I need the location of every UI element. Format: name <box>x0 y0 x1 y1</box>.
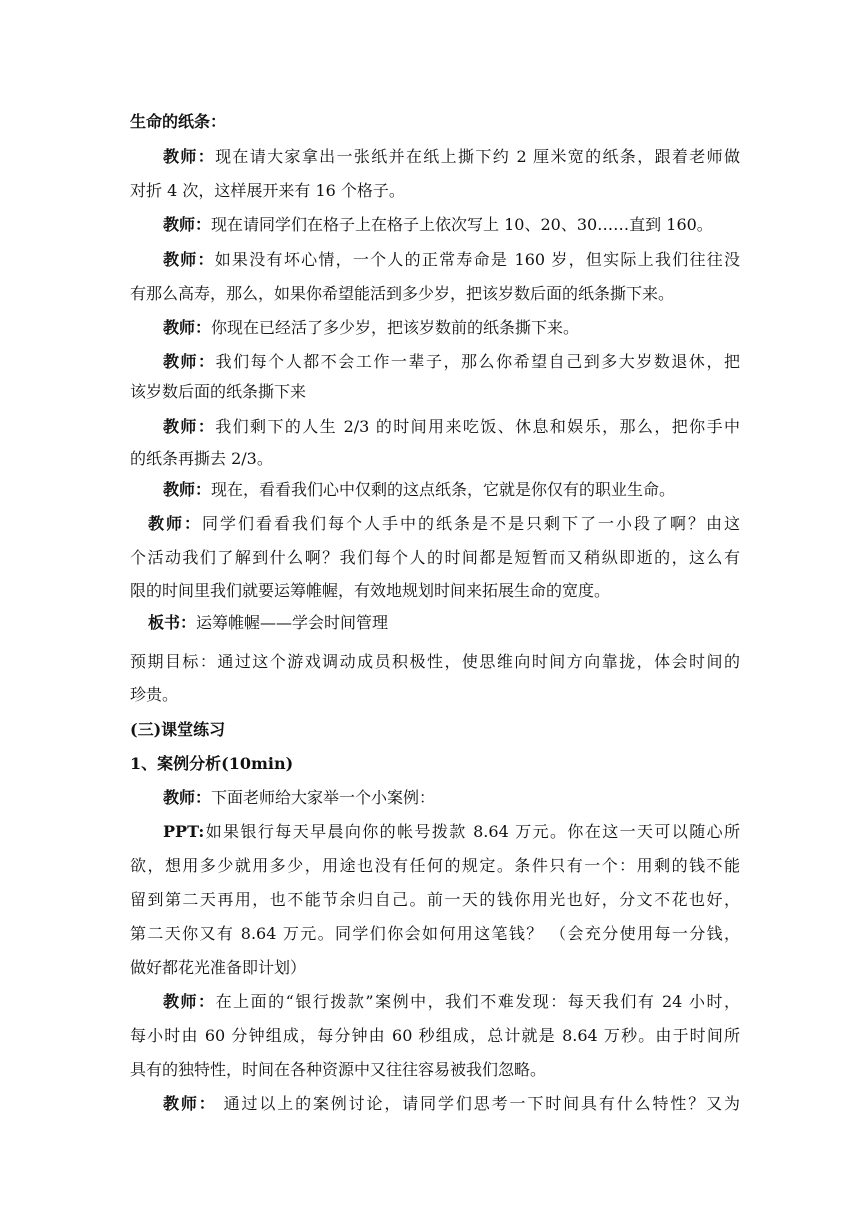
heading-case-analysis: 1、案例分析(10min) <box>130 754 294 773</box>
ppt-label: PPT: <box>163 822 205 841</box>
paragraph-line: 第二天你又有 8.64 万元。同学们你会如何用这笔钱？ （会充分使用每一分钱， <box>130 924 740 943</box>
paragraph-text: 我们每个人都不会工作一辈子，那么你希望自己到多大岁数退休，把 <box>215 352 740 371</box>
speaker-label: 教师： <box>163 992 216 1011</box>
paragraph <box>163 215 773 235</box>
paragraph-line: 留到第二天再用，也不能节余归自己。前一天的钱你用光也好，分文不花也好， <box>130 890 740 909</box>
paragraph-line: 欲，想用多少就用多少，用途也没有任何的规定。条件只有一个：用剩的钱不能 <box>130 856 740 875</box>
paragraph-text: 如果银行每天早晨向你的帐号拨款 8.64 万元。你在这一天可以随心所 <box>204 822 740 841</box>
paragraph <box>163 318 773 338</box>
paragraph-text: 如果没有坏心情，一个人的正常寿命是 160 岁，但实际上我们往往没 <box>214 250 740 269</box>
paragraph-line: 该岁数后面的纸条撕下来 <box>130 382 307 401</box>
paragraph-text: 现在，看看我们心中仅剩的这点纸条，它就是你仅有的职业生命。 <box>211 480 676 499</box>
ppt-paragraph <box>163 822 740 842</box>
paragraph <box>148 514 740 534</box>
expected-goal: 预期目标：通过这个游戏调动成员积极性，使思维向时间方向靠拢，体会时间的 <box>130 652 740 671</box>
blackboard-text: 运筹帷幄——学会时间管理 <box>196 613 389 632</box>
paragraph-text: 在上面的“银行拨款”案例中，我们不难发现：每天我们有 24 小时， <box>215 992 740 1011</box>
paragraph-text: 下面老师给大家举一个小案例： <box>211 788 436 807</box>
paragraph <box>163 788 773 808</box>
paragraph-line: 的纸条再撕去 2/3。 <box>130 449 273 468</box>
paragraph-line: 个活动我们了解到什么啊？我们每个人的时间都是短暂而又稍纵即逝的，这么有 <box>130 548 740 567</box>
paragraph-line: 对折 4 次，这样展开来有 16 个格子。 <box>130 181 405 200</box>
speaker-label: 教师： <box>163 318 212 337</box>
blackboard-note <box>148 613 758 633</box>
paragraph <box>163 250 740 270</box>
paragraph-line: 具有的独特性，时间在各种资源中又往往容易被我们忽略。 <box>130 1060 547 1079</box>
paragraph-line: 每小时由 60 分钟组成，每分钟由 60 秒组成，总计就是 8.64 万秒。由于时间所 <box>130 1026 740 1045</box>
blackboard-label: 板书： <box>148 613 197 632</box>
speaker-label: 教师： <box>163 417 216 436</box>
paragraph <box>163 480 773 500</box>
section-title: 生命的纸条： <box>130 112 227 131</box>
expected-goal-line: 珍贵。 <box>130 685 179 704</box>
speaker-label: 教师： <box>163 250 215 269</box>
paragraph-text: 现在请大家拿出一张纸并在纸上撕下约 2 厘米宽的纸条，跟着老师做 <box>215 147 740 166</box>
paragraph-text: 同学们看看我们每个人手中的纸条是不是只剩下了一小段了啊？由这 <box>202 514 740 533</box>
paragraph-line: 限的时间里我们就要运筹帷幄，有效地规划时间来拓展生命的宽度。 <box>130 581 611 600</box>
speaker-label: 教师： <box>163 215 212 234</box>
speaker-label: 教师： <box>163 352 216 371</box>
paragraph-line: 有那么高寿，那么，如果你希望能活到多少岁，把该岁数后面的纸条撕下来。 <box>130 284 675 303</box>
paragraph-text: 通过以上的案例讨论，请同学们思考一下时间具有什么特性？又为 <box>216 1094 740 1113</box>
paragraph <box>163 1094 740 1114</box>
paragraph <box>163 147 740 167</box>
paragraph <box>163 992 740 1012</box>
paragraph-text: 我们剩下的人生 2/3 的时间用来吃饭、休息和娱乐，那么，把你手中 <box>215 417 740 436</box>
speaker-label: 教师： <box>163 480 212 499</box>
paragraph-text: 现在请同学们在格子上在格子上依次写上 10、20、30……直到 160。 <box>211 215 713 234</box>
speaker-label: 教师： <box>163 147 216 166</box>
speaker-label: 教师： <box>163 1094 217 1113</box>
paragraph <box>163 352 740 372</box>
paragraph <box>163 417 740 437</box>
speaker-label: 教师： <box>148 514 202 533</box>
paragraph-line: 做好都花光准备即计划） <box>130 958 307 977</box>
heading-class-exercise: (三)课堂练习 <box>130 720 226 739</box>
paragraph-text: 你现在已经活了多少岁，把该岁数前的纸条撕下来。 <box>211 318 580 337</box>
speaker-label: 教师： <box>163 788 212 807</box>
